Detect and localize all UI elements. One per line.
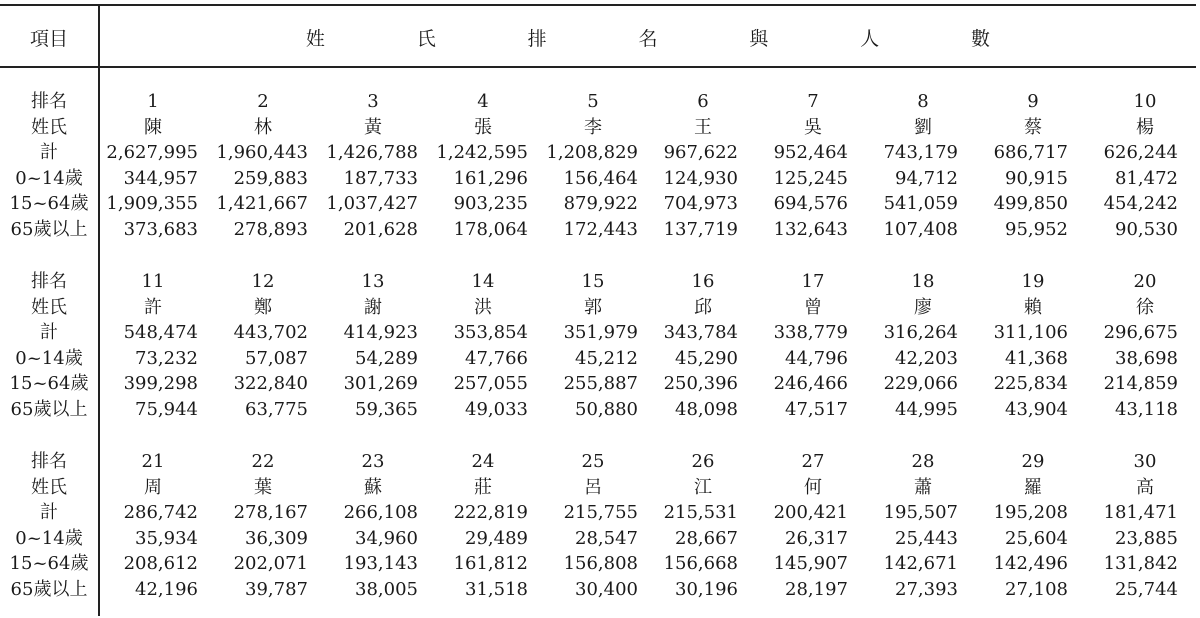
header-title (100, 24, 1196, 51)
age-0-14-cell: 344,957 (123, 167, 198, 189)
age-15-64-cell: 454,242 (1103, 193, 1178, 215)
total-cell: 316,264 (883, 322, 958, 344)
rank-row (0, 449, 1200, 475)
row-label-rank: 排名 (31, 451, 67, 472)
age-15-64-cell: 541,059 (883, 193, 958, 215)
rank-cell: 17 (801, 271, 825, 292)
row-label-age-0-14: 0~14歲 (15, 167, 83, 189)
age-0-14-cell: 57,087 (245, 347, 308, 369)
rank-cell: 15 (581, 271, 605, 292)
surname-row (0, 475, 1200, 501)
row-label-age-65-plus: 65歲以上 (10, 218, 88, 240)
rank-cell: 18 (911, 271, 935, 292)
rank-cell: 26 (691, 451, 715, 472)
rank-cell: 10 (1133, 91, 1157, 112)
age-65-plus-cell: 59,365 (355, 398, 418, 420)
total-cell: 296,675 (1103, 322, 1178, 344)
rank-cell: 28 (911, 451, 935, 472)
age-65-plus-cell: 25,744 (1115, 578, 1178, 600)
age-15-64-cell: 399,298 (123, 373, 198, 395)
total-cell: 278,167 (233, 502, 308, 524)
age-65-plus-cell: 172,443 (563, 218, 638, 240)
age-65-plus-cell: 43,904 (1005, 398, 1068, 420)
age-15-64-cell: 208,612 (123, 553, 198, 575)
total-row (0, 500, 1200, 526)
age-0-14-cell: 25,604 (1005, 527, 1068, 549)
age-65-plus-cell: 201,628 (343, 218, 418, 240)
age-0-14-cell: 156,464 (563, 167, 638, 189)
age-0-14-cell: 81,472 (1115, 167, 1178, 189)
age-15-64-cell: 301,269 (343, 373, 418, 395)
age-15-64-cell: 142,496 (993, 553, 1068, 575)
top-rule (0, 4, 1196, 6)
surname-cell: 周 (144, 476, 162, 498)
surname-cell: 郭 (584, 296, 602, 318)
total-cell: 1,426,788 (326, 142, 418, 164)
age-0-14-cell: 28,547 (575, 527, 638, 549)
age-15-64-cell: 225,834 (993, 373, 1068, 395)
rank-cell: 25 (581, 451, 605, 472)
total-cell: 2,627,995 (106, 142, 198, 164)
rank-cell: 30 (1133, 451, 1157, 472)
age-65-plus-cell: 50,880 (575, 398, 638, 420)
rank-cell: 21 (141, 451, 165, 472)
age-15-64-cell: 1,037,427 (326, 193, 418, 215)
rank-row (0, 269, 1200, 295)
age-15-64-cell: 202,071 (233, 553, 308, 575)
age-15-64-cell: 704,973 (663, 193, 738, 215)
surname-cell: 林 (254, 116, 272, 138)
rank-cell: 1 (147, 91, 159, 112)
rank-cell: 11 (141, 271, 165, 292)
age-65-plus-cell: 95,952 (1005, 218, 1068, 240)
age-0-14-cell: 38,698 (1115, 347, 1178, 369)
rank-cell: 16 (691, 271, 715, 292)
header-title-char: 數 (970, 28, 990, 50)
total-cell: 215,531 (663, 502, 738, 524)
rank-block-2 (0, 269, 1200, 423)
age-65-plus-row (0, 397, 1200, 423)
row-label-total: 計 (40, 502, 58, 524)
total-cell: 626,244 (1103, 142, 1178, 164)
total-row (0, 320, 1200, 346)
row-label-age-65-plus: 65歲以上 (10, 398, 88, 420)
age-15-64-cell: 131,842 (1103, 553, 1178, 575)
age-0-14-cell: 124,930 (663, 167, 738, 189)
age-65-plus-cell: 178,064 (453, 218, 528, 240)
age-65-plus-row (0, 577, 1200, 603)
age-15-64-cell: 694,576 (773, 193, 848, 215)
age-15-64-row (0, 371, 1200, 397)
age-0-14-cell: 187,733 (343, 167, 418, 189)
age-65-plus-cell: 31,518 (465, 578, 528, 600)
total-cell: 414,923 (343, 322, 418, 344)
age-15-64-cell: 322,840 (233, 373, 308, 395)
surname-cell: 謝 (364, 296, 382, 318)
age-0-14-cell: 47,766 (465, 347, 528, 369)
rank-cell: 23 (361, 451, 385, 472)
age-65-plus-cell: 107,408 (883, 218, 958, 240)
age-65-plus-cell: 75,944 (135, 398, 198, 420)
rank-block-3 (0, 449, 1200, 603)
age-15-64-cell: 499,850 (993, 193, 1068, 215)
surname-cell: 鄭 (254, 296, 272, 318)
rank-cell: 24 (471, 451, 495, 472)
age-0-14-cell: 90,915 (1005, 167, 1068, 189)
header-title-char: 人 (860, 28, 880, 50)
total-cell: 443,702 (233, 322, 308, 344)
total-cell: 195,507 (883, 502, 958, 524)
total-cell: 686,717 (993, 142, 1068, 164)
age-65-plus-cell: 137,719 (663, 218, 738, 240)
header-title-char: 名 (638, 28, 658, 50)
age-0-14-cell: 41,368 (1005, 347, 1068, 369)
age-0-14-cell: 34,960 (355, 527, 418, 549)
rank-cell: 22 (251, 451, 275, 472)
rank-cell: 19 (1021, 271, 1045, 292)
age-15-64-row (0, 191, 1200, 217)
surname-cell: 何 (804, 476, 822, 498)
surname-row (0, 295, 1200, 321)
total-row (0, 140, 1200, 166)
age-0-14-cell: 54,289 (355, 347, 418, 369)
header-rule (0, 66, 1196, 68)
age-15-64-cell: 142,671 (883, 553, 958, 575)
age-15-64-cell: 250,396 (663, 373, 738, 395)
age-15-64-cell: 193,143 (343, 553, 418, 575)
surname-cell: 徐 (1136, 296, 1154, 318)
row-label-age-65-plus: 65歲以上 (10, 578, 88, 600)
surname-cell: 邱 (694, 296, 712, 318)
header-title-char: 與 (749, 28, 769, 50)
rank-cell: 29 (1021, 451, 1045, 472)
total-cell: 222,819 (453, 502, 528, 524)
header-item-label: 項目 (29, 28, 68, 50)
total-cell: 181,471 (1103, 502, 1178, 524)
age-15-64-cell: 214,859 (1103, 373, 1178, 395)
rank-cell: 7 (807, 91, 819, 112)
row-label-age-0-14: 0~14歲 (15, 347, 83, 369)
age-65-plus-cell: 28,197 (785, 578, 848, 600)
rank-cell: 12 (251, 271, 275, 292)
age-65-plus-cell: 27,393 (895, 578, 958, 600)
age-0-14-cell: 45,212 (575, 347, 638, 369)
surname-row (0, 115, 1200, 141)
total-cell: 286,742 (123, 502, 198, 524)
surname-cell: 陳 (144, 116, 162, 138)
age-65-plus-cell: 90,530 (1115, 218, 1178, 240)
row-label-rank: 排名 (31, 271, 67, 292)
rank-cell: 6 (697, 91, 709, 112)
surname-cell: 王 (694, 116, 712, 138)
surname-cell: 劉 (914, 116, 932, 138)
surname-cell: 李 (584, 116, 602, 138)
rank-cell: 14 (471, 271, 495, 292)
total-cell: 195,208 (993, 502, 1068, 524)
age-65-plus-cell: 132,643 (773, 218, 848, 240)
rank-block-1 (0, 89, 1200, 243)
age-15-64-cell: 156,668 (663, 553, 738, 575)
total-cell: 351,979 (563, 322, 638, 344)
surname-cell: 莊 (474, 476, 492, 498)
rank-cell: 13 (361, 271, 385, 292)
age-15-64-cell: 879,922 (563, 193, 638, 215)
surname-cell: 羅 (1024, 476, 1042, 498)
total-cell: 967,622 (663, 142, 738, 164)
age-65-plus-cell: 48,098 (675, 398, 738, 420)
age-15-64-cell: 257,055 (453, 373, 528, 395)
age-65-plus-cell: 39,787 (245, 578, 308, 600)
row-label-rank: 排名 (31, 91, 67, 112)
surname-cell: 蘇 (364, 476, 382, 498)
age-65-plus-cell: 38,005 (355, 578, 418, 600)
surname-cell: 蕭 (914, 476, 932, 498)
row-label-age-0-14: 0~14歲 (15, 527, 83, 549)
row-label-age-15-64: 15~64歲 (9, 553, 89, 575)
row-label-total: 計 (40, 322, 58, 344)
row-label-age-15-64: 15~64歲 (9, 193, 89, 215)
age-0-14-cell: 94,712 (895, 167, 958, 189)
age-0-14-row (0, 166, 1200, 192)
age-65-plus-cell: 42,196 (135, 578, 198, 600)
age-15-64-cell: 156,808 (563, 553, 638, 575)
surname-cell: 楊 (1136, 116, 1154, 138)
total-cell: 338,779 (773, 322, 848, 344)
total-cell: 266,108 (343, 502, 418, 524)
age-65-plus-row (0, 217, 1200, 243)
total-cell: 215,755 (563, 502, 638, 524)
surname-cell: 吳 (804, 116, 822, 138)
age-65-plus-cell: 43,118 (1115, 398, 1178, 420)
age-0-14-cell: 42,203 (895, 347, 958, 369)
total-cell: 1,208,829 (546, 142, 638, 164)
total-cell: 353,854 (453, 322, 528, 344)
surname-cell: 黃 (364, 116, 382, 138)
age-0-14-row (0, 346, 1200, 372)
age-15-64-cell: 1,421,667 (216, 193, 308, 215)
age-0-14-cell: 73,232 (135, 347, 198, 369)
total-cell: 1,960,443 (216, 142, 308, 164)
rank-cell: 27 (801, 451, 825, 472)
total-cell: 311,106 (993, 322, 1068, 344)
rank-cell: 5 (587, 91, 599, 112)
row-label-surname: 姓氏 (31, 296, 67, 318)
surname-cell: 高 (1136, 476, 1154, 498)
surname-cell: 江 (694, 476, 712, 498)
surname-cell: 葉 (254, 476, 272, 498)
rank-row (0, 89, 1200, 115)
age-0-14-cell: 26,317 (785, 527, 848, 549)
age-65-plus-cell: 27,108 (1005, 578, 1068, 600)
age-0-14-cell: 28,667 (675, 527, 738, 549)
age-65-plus-cell: 63,775 (245, 398, 308, 420)
age-0-14-cell: 45,290 (675, 347, 738, 369)
rank-cell: 8 (917, 91, 929, 112)
total-cell: 200,421 (773, 502, 848, 524)
age-15-64-cell: 903,235 (453, 193, 528, 215)
surname-cell: 張 (474, 116, 492, 138)
total-cell: 343,784 (663, 322, 738, 344)
age-0-14-cell: 35,934 (135, 527, 198, 549)
row-label-surname: 姓氏 (31, 116, 67, 138)
age-15-64-cell: 161,812 (453, 553, 528, 575)
age-0-14-cell: 29,489 (465, 527, 528, 549)
header-title-char: 姓 (305, 28, 325, 50)
surname-cell: 曾 (804, 296, 822, 318)
age-0-14-row (0, 526, 1200, 552)
age-0-14-cell: 36,309 (245, 527, 308, 549)
total-cell: 1,242,595 (436, 142, 528, 164)
row-label-total: 計 (40, 142, 58, 164)
row-label-age-15-64: 15~64歲 (9, 373, 89, 395)
age-65-plus-cell: 47,517 (785, 398, 848, 420)
surname-cell: 蔡 (1024, 116, 1042, 138)
rank-cell: 4 (477, 91, 489, 112)
age-15-64-cell: 1,909,355 (106, 193, 198, 215)
surname-cell: 呂 (584, 476, 602, 498)
total-cell: 952,464 (773, 142, 848, 164)
total-cell: 548,474 (123, 322, 198, 344)
rank-cell: 20 (1133, 271, 1157, 292)
surname-cell: 廖 (914, 296, 932, 318)
age-65-plus-cell: 49,033 (465, 398, 528, 420)
age-0-14-cell: 161,296 (453, 167, 528, 189)
age-0-14-cell: 25,443 (895, 527, 958, 549)
age-15-64-row (0, 551, 1200, 577)
surname-cell: 許 (144, 296, 162, 318)
header-title-char: 氏 (416, 28, 436, 50)
rank-cell: 9 (1027, 91, 1039, 112)
age-65-plus-cell: 44,995 (895, 398, 958, 420)
rank-cell: 3 (367, 91, 379, 112)
age-15-64-cell: 145,907 (773, 553, 848, 575)
row-label-surname: 姓氏 (31, 476, 67, 498)
surname-cell: 洪 (474, 296, 492, 318)
total-cell: 743,179 (883, 142, 958, 164)
age-0-14-cell: 23,885 (1115, 527, 1178, 549)
rank-cell: 2 (257, 91, 269, 112)
age-0-14-cell: 259,883 (233, 167, 308, 189)
age-15-64-cell: 246,466 (773, 373, 848, 395)
age-65-plus-cell: 30,196 (675, 578, 738, 600)
age-65-plus-cell: 373,683 (123, 218, 198, 240)
age-65-plus-cell: 278,893 (233, 218, 308, 240)
age-15-64-cell: 255,887 (563, 373, 638, 395)
age-65-plus-cell: 30,400 (575, 578, 638, 600)
age-0-14-cell: 125,245 (773, 167, 848, 189)
surname-cell: 賴 (1024, 296, 1042, 318)
age-15-64-cell: 229,066 (883, 373, 958, 395)
age-0-14-cell: 44,796 (785, 347, 848, 369)
header-title-char: 排 (527, 28, 547, 50)
